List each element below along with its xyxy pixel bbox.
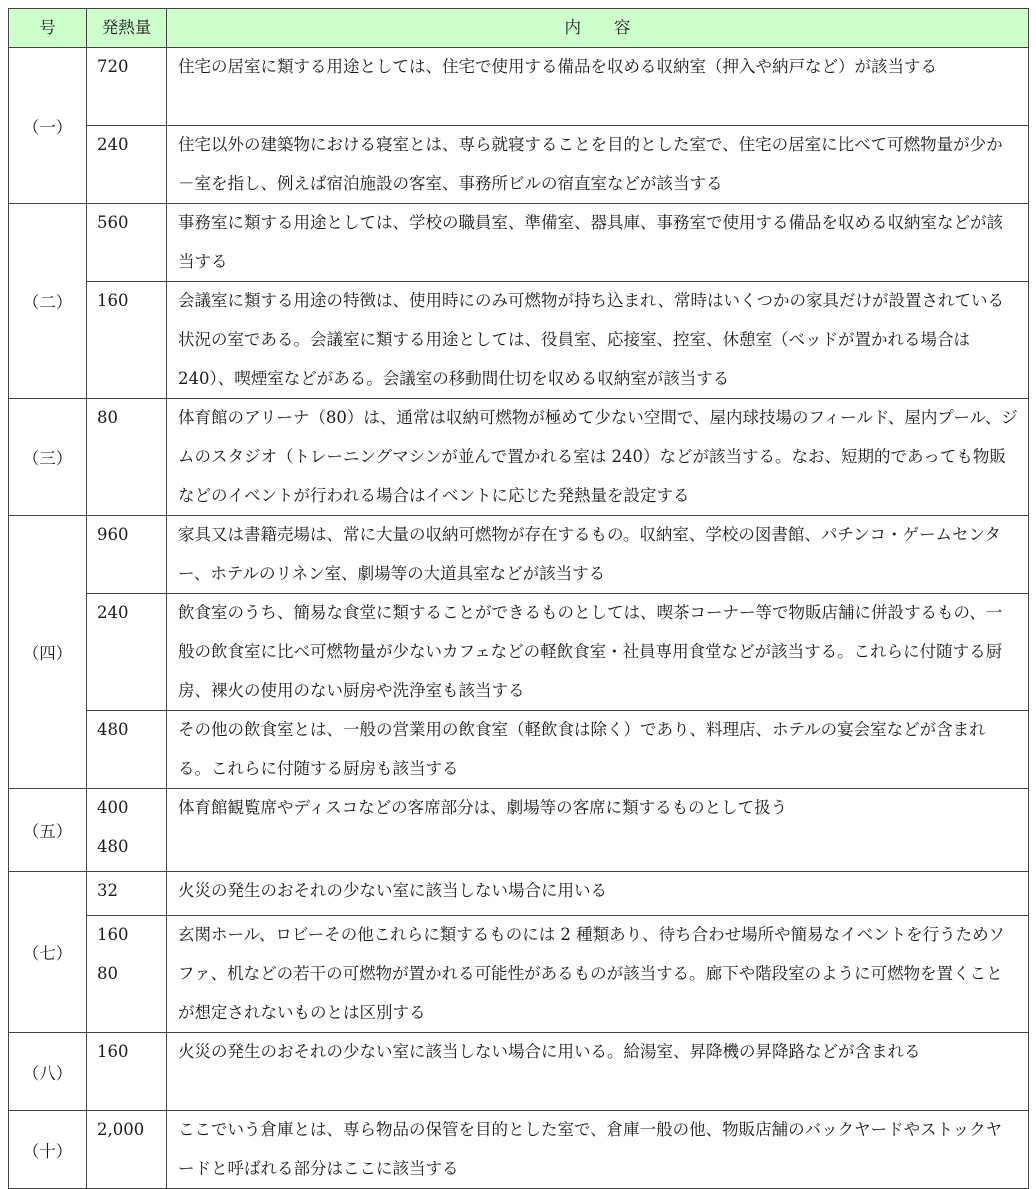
description-text: 会議室に類する用途の特徴は、使用時にのみ可燃物が持ち込まれ、常時はいくつかの家具だけが設置されている状況の室である。会議室に類する用途としては、役員室、応接室、控室、休憩室（ベッドが置かれる場合は 240）、喫煙室などがある。会議室の移動間仕切を収める収納室が該当する — [178, 291, 1004, 388]
description-cell — [167, 399, 1029, 516]
heat-value: 160 — [97, 291, 129, 310]
header-number: 号 — [9, 9, 87, 48]
table-row — [9, 1033, 1029, 1111]
heat-value-cell — [87, 872, 167, 916]
description-cell — [167, 1033, 1029, 1111]
group-number: （三） — [9, 399, 87, 516]
heat-value-cell — [87, 204, 167, 282]
description-cell — [167, 204, 1029, 282]
heat-value: 160 — [97, 1042, 129, 1061]
description-cell — [167, 711, 1029, 789]
table-row — [9, 711, 1029, 789]
heat-value-cell — [87, 399, 167, 516]
table-row — [9, 516, 1029, 594]
heat-value: 560 — [97, 213, 129, 232]
header-heat: 発熱量 — [87, 9, 167, 48]
description-cell — [167, 126, 1029, 204]
table-row — [9, 594, 1029, 711]
description-cell — [167, 48, 1029, 126]
heat-value: 720 — [97, 57, 129, 76]
group-number: （八） — [9, 1033, 87, 1111]
table-row — [9, 916, 1029, 1033]
description-text: 玄関ホール、ロビーその他これらに類するものには 2 種類あり、待ち合わせ場所や簡易なイベントを行うためソファ、机などの若干の可燃物が置かれる可能性があるものが該当する。廊下や階段室のように可燃物を置くことが想定されないものとは区別する — [178, 925, 1005, 1022]
description-cell — [167, 916, 1029, 1033]
group-number: （一） — [9, 48, 87, 204]
heat-value: 160 — [97, 925, 129, 944]
heat-value: 80 — [97, 964, 118, 983]
heat-value-cell — [87, 916, 167, 1033]
heat-value: 480 — [97, 720, 129, 739]
heat-value: 32 — [97, 881, 118, 900]
description-text: 飲食室のうち、簡易な食堂に類することができるものとしては、喫茶コーナー等で物販店舗に併設するもの、一般の飲食室に比べ可燃物量が少ないカフェなどの軽飲食室・社員専用食堂などが該当する。これらに付随する厨房、裸火の使用のない厨房や洗浄室も該当する — [178, 603, 1003, 700]
description-cell — [167, 594, 1029, 711]
heat-value-cell — [87, 282, 167, 399]
description-text: 火災の発生のおそれの少ない室に該当しない場合に用いる — [178, 881, 607, 900]
description-text: 住宅の居室に類する用途としては、住宅で使用する備品を収める収納室（押入や納戸など）が該当する — [178, 57, 937, 76]
description-cell — [167, 282, 1029, 399]
heat-value: 240 — [97, 603, 129, 622]
table-body — [9, 48, 1029, 1189]
heat-value: 960 — [97, 525, 129, 544]
heat-value-cell — [87, 516, 167, 594]
description-cell — [167, 516, 1029, 594]
description-text: その他の飲食室とは、一般の営業用の飲食室（軽飲食は除く）であり、料理店、ホテルの宴会室などが含まれる。これらに付随する厨房も該当する — [178, 720, 986, 778]
group-number: （七） — [9, 872, 87, 1033]
header-content: 内 容 — [167, 9, 1029, 48]
table-row — [9, 48, 1029, 126]
group-number: （二） — [9, 204, 87, 399]
description-cell — [167, 872, 1029, 916]
description-text: 家具又は書籍売場は、常に大量の収納可燃物が存在するもの。収納室、学校の図書館、パチンコ・ゲームセンター、ホテルのリネン室、劇場等の大道具室などが該当する — [178, 525, 1001, 583]
table-row — [9, 126, 1029, 204]
table-row — [9, 204, 1029, 282]
heat-value: 2,000 — [97, 1120, 145, 1139]
description-text: ここでいう倉庫とは、専ら物品の保管を目的とした室で、倉庫一般の他、物販店舗のバックヤードやストックヤードと呼ばれる部分はここに該当する — [178, 1120, 1003, 1178]
description-text: 事務室に類する用途としては、学校の職員室、準備室、器具庫、事務室で使用する備品を収める収納室などが該当する — [178, 213, 1003, 271]
description-text: 体育館のアリーナ（80）は、通常は収納可燃物が極めて少ない空間で、屋内球技場のフィールド、屋内プール、ジムのスタジオ（トレーニングマシンが並んで置かれる室は 240）などが該当する。なお、短期的であっても物販などのイベントが行われる場合はイベントに応じた発熱量を設定する — [178, 408, 1018, 505]
heat-value-cell — [87, 126, 167, 204]
heat-value-cell — [87, 48, 167, 126]
table-row — [9, 872, 1029, 916]
heat-value: 240 — [97, 135, 129, 154]
heat-value: 80 — [97, 408, 118, 427]
heat-load-table — [8, 8, 1029, 1189]
group-number: （五） — [9, 789, 87, 872]
description-cell — [167, 789, 1029, 872]
heat-value-cell — [87, 711, 167, 789]
group-number: （四） — [9, 516, 87, 789]
heat-value: 400 — [97, 798, 129, 817]
heat-value-cell — [87, 1111, 167, 1189]
description-text: 体育館観覧席やディスコなどの客席部分は、劇場等の客席に類するものとして扱う — [178, 798, 788, 817]
table-row — [9, 399, 1029, 516]
group-number: （十） — [9, 1111, 87, 1189]
heat-value-cell — [87, 594, 167, 711]
description-cell — [167, 1111, 1029, 1189]
table-row — [9, 282, 1029, 399]
table-row — [9, 789, 1029, 872]
heat-value-cell — [87, 1033, 167, 1111]
description-text: 火災の発生のおそれの少ない室に該当しない場合に用いる。給湯室、昇降機の昇降路などが含まれる — [178, 1042, 921, 1061]
heat-value-cell — [87, 789, 167, 872]
heat-value: 480 — [97, 837, 129, 856]
description-text: 住宅以外の建築物における寝室とは、専ら就寝することを目的とした室で、住宅の居室に比べて可燃物量が少か－室を指し、例えば宿泊施設の客室、事務所ビルの宿直室などが該当する — [178, 135, 1003, 193]
header-row — [9, 9, 1029, 48]
table-row — [9, 1111, 1029, 1189]
